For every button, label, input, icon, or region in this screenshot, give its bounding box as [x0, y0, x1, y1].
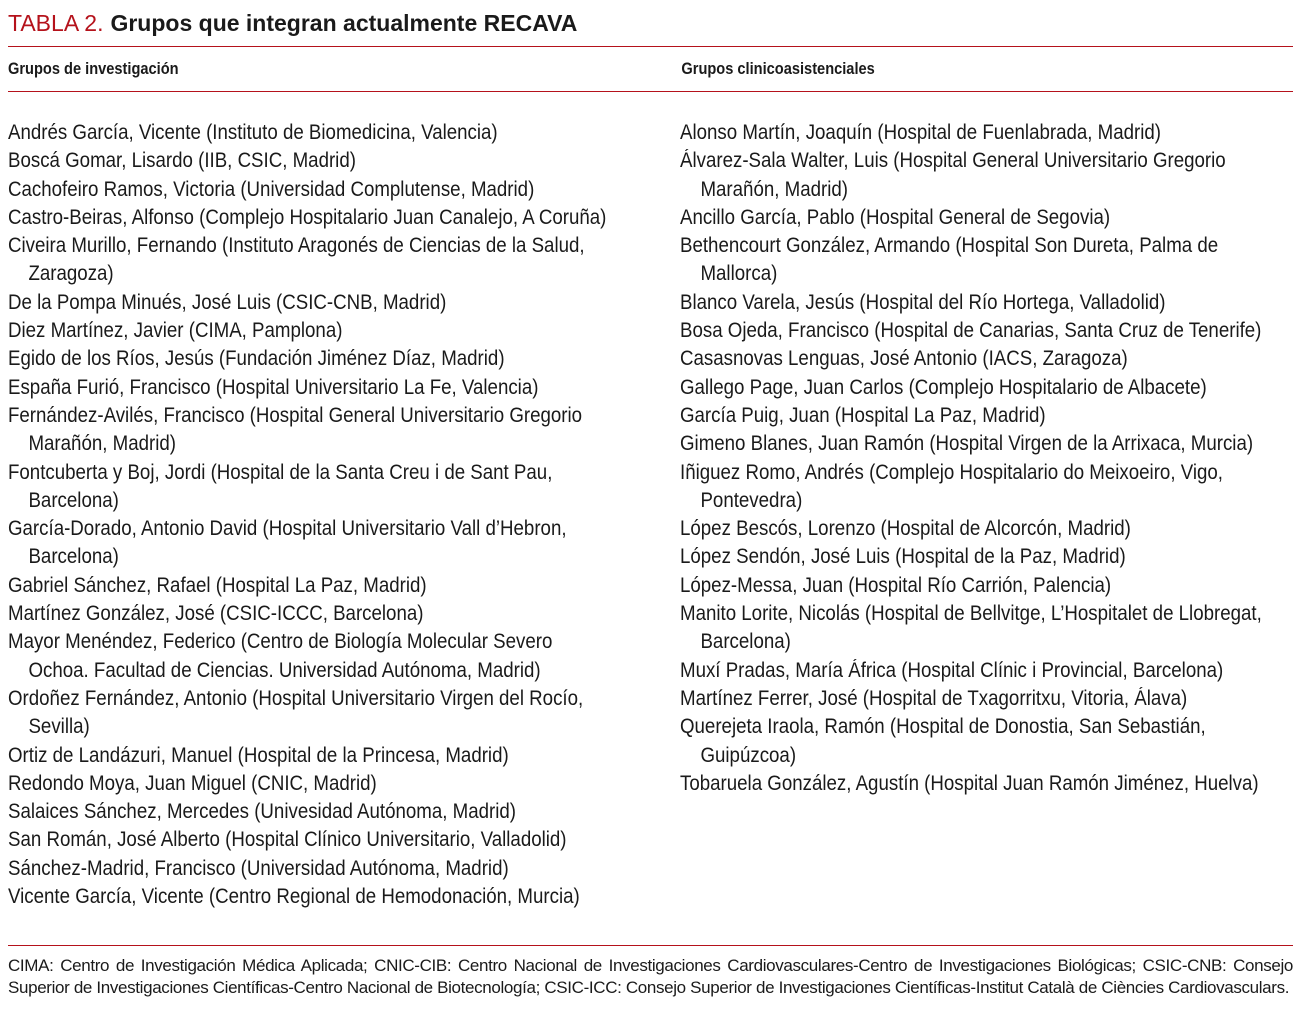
list-item: López Bescós, Lorenzo (Hospital de Alcorcón, Madrid) [680, 517, 1131, 541]
research-groups-header: Grupos de investigación [8, 59, 179, 78]
table-number-label: TABLA 2. [8, 9, 104, 36]
list-item: Salaices Sánchez, Mercedes (Univesidad Autónoma, Madrid) [8, 800, 517, 824]
list-item: Alonso Martín, Joaquín (Hospital de Fuenlabrada, Madrid) [680, 121, 1162, 144]
list-item: Egido de los Ríos, Jesús (Fundación Jiménez Díaz, Madrid) [8, 347, 505, 371]
table-document [8, 0, 1293, 997]
list-item: Álvarez-Sala Walter, Luis (Hospital General Universitario Gregorio Marañón, Madrid) [680, 149, 1226, 201]
list-item: Civeira Murillo, Fernando (Instituto Aragonés de Ciencias de la Salud, Zaragoza) [8, 234, 585, 286]
list-item: Querejeta Iraola, Ramón (Hospital de Donostia, San Sebastián, Guipúzcoa) [680, 715, 1206, 767]
list-item: Cachofeiro Ramos, Victoria (Universidad Complutense, Madrid) [8, 177, 535, 201]
list-item: Sánchez-Madrid, Francisco (Universidad Autónoma, Madrid) [8, 856, 509, 880]
list-item: Ordoñez Fernández, Antonio (Hospital Universitario Virgen del Rocío, Sevilla) [8, 686, 584, 739]
list-item: Mayor Menéndez, Federico (Centro de Biología Molecular Severo Ochoa. Facultad de Ciencias. Universidad Autónoma, Madrid) [8, 630, 553, 682]
list-item: Muxí Pradas, María África (Hospital Clínic i Provincial, Barcelona) [680, 658, 1224, 682]
list-item: Vicente García, Vicente (Centro Regional de Hemodonación, Murcia) [8, 885, 580, 909]
list-item: España Furió, Francisco (Hospital Universitario La Fe, Valencia) [8, 375, 539, 399]
list-item: Fontcuberta y Boj, Jordi (Hospital de la Santa Creu i de Sant Pau, Barcelona) [8, 460, 553, 512]
research-groups-list [8, 119, 688, 911]
list-item: García-Dorado, Antonio David (Hospital Universitario Vall d’Hebron, Barcelona) [8, 517, 567, 569]
list-item: López Sendón, José Luis (Hospital de la Paz, Madrid) [680, 545, 1126, 569]
list-item: Diez Martínez, Javier (CIMA, Pamplona) [8, 319, 343, 343]
clinical-groups-header: Grupos clinicoasistenciales [681, 59, 875, 78]
list-item: Bosa Ojeda, Francisco (Hospital de Canarias, Santa Cruz de Tenerife) [680, 319, 1262, 343]
list-item: Gabriel Sánchez, Rafael (Hospital La Paz, Madrid) [8, 573, 427, 597]
table-title [8, 0, 1293, 46]
list-item: Castro-Beiras, Alfonso (Complejo Hospitalario Juan Canalejo, A Coruña) [8, 205, 607, 229]
list-item: García Puig, Juan (Hospital La Paz, Madrid) [680, 403, 1046, 427]
list-item: Gallego Page, Juan Carlos (Complejo Hospitalario de Albacete) [680, 375, 1207, 399]
table-title-text: Grupos que integran actualmente RECAVA [110, 9, 578, 36]
list-item: López-Messa, Juan (Hospital Río Carrión, Palencia) [680, 573, 1112, 597]
footnote-divider [8, 945, 1293, 946]
list-item: Gimeno Blanes, Juan Ramón (Hospital Virgen de la Arrixaca, Murcia) [680, 432, 1254, 456]
list-item: Manito Lorite, Nicolás (Hospital de Bellvitge, L’Hospitalet de Llobregat, Barcelona) [680, 602, 1262, 654]
list-item: San Román, José Alberto (Hospital Clínico Universitario, Valladolid) [8, 828, 567, 852]
list-item: Ortiz de Landázuri, Manuel (Hospital de la Princesa, Madrid) [8, 743, 509, 767]
list-item: Redondo Moya, Juan Miguel (CNIC, Madrid) [8, 771, 377, 795]
clinical-groups-list [680, 119, 1300, 798]
list-item: Ancillo García, Pablo (Hospital General de Segovia) [680, 205, 1111, 229]
list-item: Bethencourt González, Armando (Hospital Son Dureta, Palma de Mallorca) [680, 234, 1219, 286]
list-item: Martínez Ferrer, José (Hospital de Txagorritxu, Vitoria, Álava) [680, 686, 1188, 710]
list-item: Andrés García, Vicente (Instituto de Biomedicina, Valencia) [8, 121, 498, 144]
list-item: De la Pompa Minués, José Luis (CSIC-CNB, Madrid) [8, 290, 447, 314]
abbreviations-footnote: CIMA: Centro de Investigación Médica Aplicada; CNIC-CIB: Centro Nacional de Investigaciones Cardiovasculares-Centro de Investigaciones Biológicas; CSIC-CNB: Consejo Superior de Investigaciones Científicas-Centro Nacional de Biotecnología; CSIC-ICC: Consejo Superior de Investigaciones Científicas-Institut Català de Ciències Cardiovasculars. [8, 956, 1293, 997]
table-body [8, 92, 1293, 943]
list-item: Tobaruela González, Agustín (Hospital Juan Ramón Jiménez, Huelva) [680, 771, 1259, 795]
list-item: Blanco Varela, Jesús (Hospital del Río Hortega, Valladolid) [680, 290, 1166, 314]
list-item: Iñiguez Romo, Andrés (Complejo Hospitalario do Meixoeiro, Vigo, Pontevedra) [680, 460, 1223, 512]
list-item: Casasnovas Lenguas, José Antonio (IACS, Zaragoza) [680, 347, 1128, 371]
list-item: Martínez González, José (CSIC-ICCC, Barcelona) [8, 602, 424, 626]
list-item: Fernández-Avilés, Francisco (Hospital General Universitario Gregorio Marañón, Madrid) [8, 403, 583, 456]
column-header-row [8, 47, 1113, 91]
list-item: Boscá Gomar, Lisardo (IIB, CSIC, Madrid) [8, 149, 356, 173]
